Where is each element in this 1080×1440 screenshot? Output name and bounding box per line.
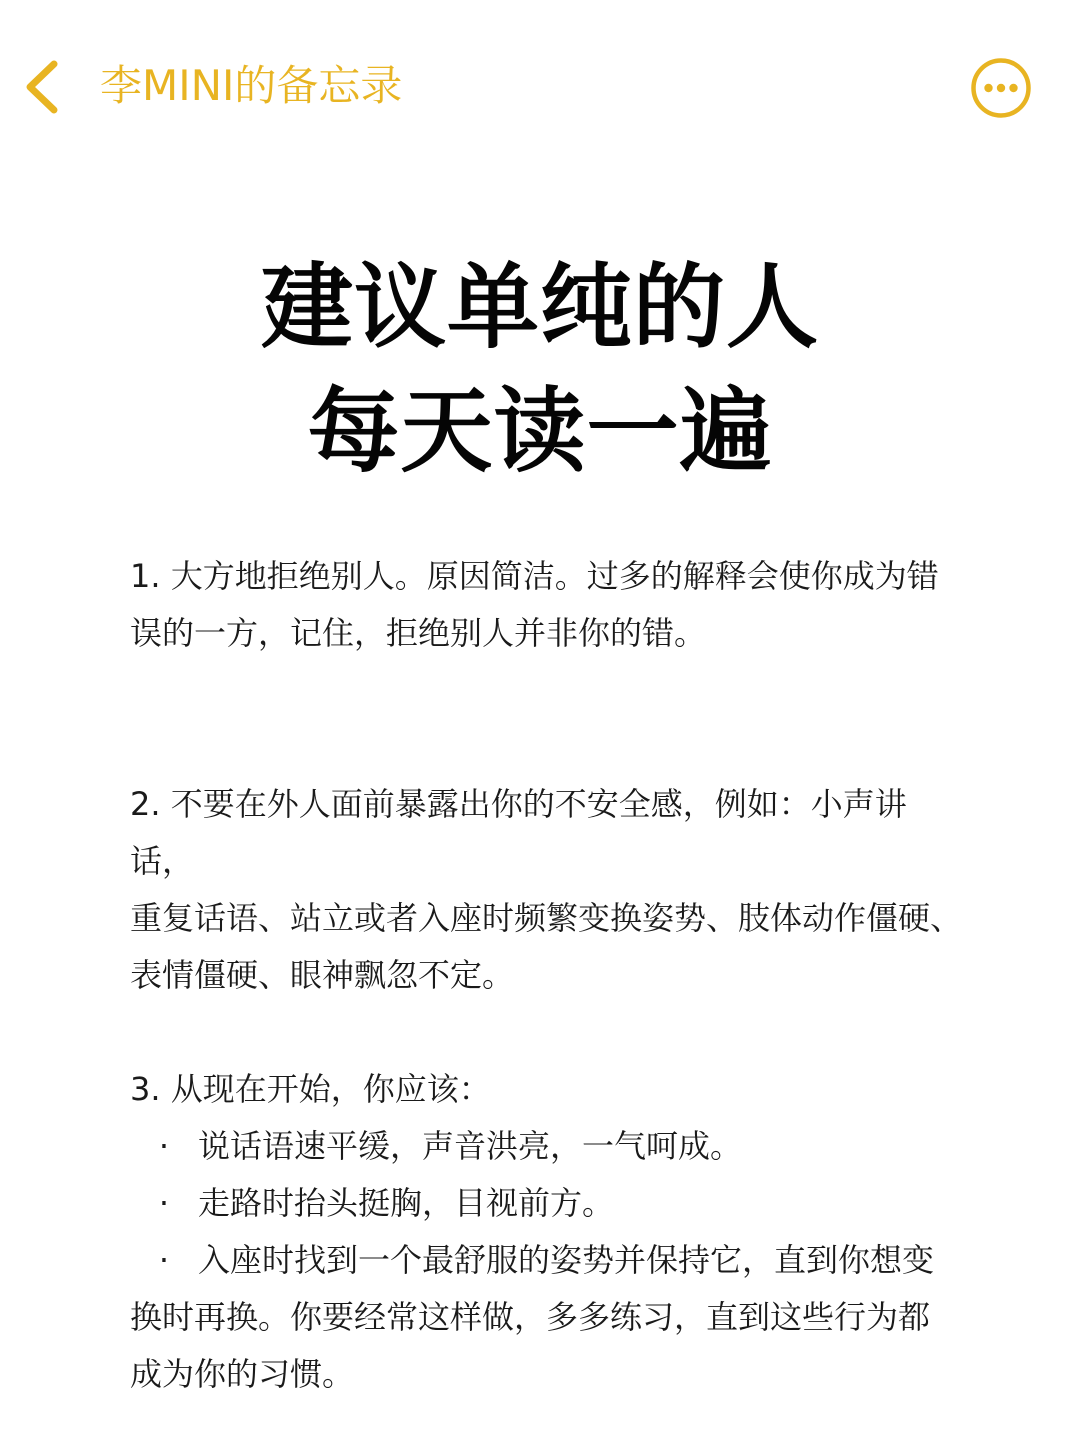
- list-item-2: [130, 776, 970, 1004]
- paragraph-spacer: [130, 719, 970, 776]
- navigation-bar: [0, 0, 1080, 175]
- sub-bullet-3: [130, 1232, 970, 1289]
- more-options-button[interactable]: [970, 57, 1032, 119]
- bullet-dot: ·: [158, 1184, 170, 1222]
- headline-line-1: 建议单纯的人: [260, 254, 819, 361]
- list-item-2-line-2: 重复话语、站立或者入座时频繁变换姿势、肢体动作僵硬、: [130, 899, 963, 937]
- paragraph-spacer: [130, 1004, 970, 1061]
- sub-bullet-3-text: 入座时找到一个最舒服的姿势并保持它，直到你想变: [198, 1241, 935, 1279]
- sub-bullet-2-text: 走路时抬头挺胸，目视前方。: [198, 1184, 615, 1222]
- note-body: [130, 548, 970, 1403]
- paragraph-spacer: [130, 662, 970, 719]
- list-item-1-line-2: 误的一方，记住，拒绝别人并非你的错。: [130, 614, 707, 652]
- sub-bullet-1: [130, 1118, 970, 1175]
- note-title: 李MINI的备忘录: [100, 61, 403, 110]
- headline-line-2: 每天读一遍: [307, 378, 773, 485]
- list-item-3: [130, 1061, 970, 1403]
- headline: [0, 246, 1080, 494]
- chevron-left-icon: [18, 56, 78, 118]
- bullet-dot: ·: [158, 1241, 170, 1279]
- list-item-2-line-3: 表情僵硬、眼神飘忽不定。: [130, 956, 515, 994]
- sub-bullet-3-line-3: 成为你的习惯。: [130, 1355, 355, 1393]
- more-horizontal-circle-icon: [970, 57, 1032, 119]
- list-item-1: [130, 548, 970, 662]
- list-item-3-intro: 3. 从现在开始，你应该：: [130, 1070, 491, 1108]
- sub-bullet-1-text: 说话语速平缓，声音洪亮，一气呵成。: [198, 1127, 743, 1165]
- list-item-1-line-1: 1. 大方地拒绝别人。原因简洁。过多的解释会使你成为错: [130, 557, 939, 595]
- back-button[interactable]: [18, 56, 78, 118]
- sub-bullet-2: [130, 1175, 970, 1232]
- list-item-2-line-1: 2. 不要在外人面前暴露出你的不安全感，例如：小声讲话，: [130, 785, 907, 880]
- bullet-dot: ·: [158, 1127, 170, 1165]
- sub-bullet-3-line-2: 换时再换。你要经常这样做，多多练习，直到这些行为都: [130, 1298, 931, 1336]
